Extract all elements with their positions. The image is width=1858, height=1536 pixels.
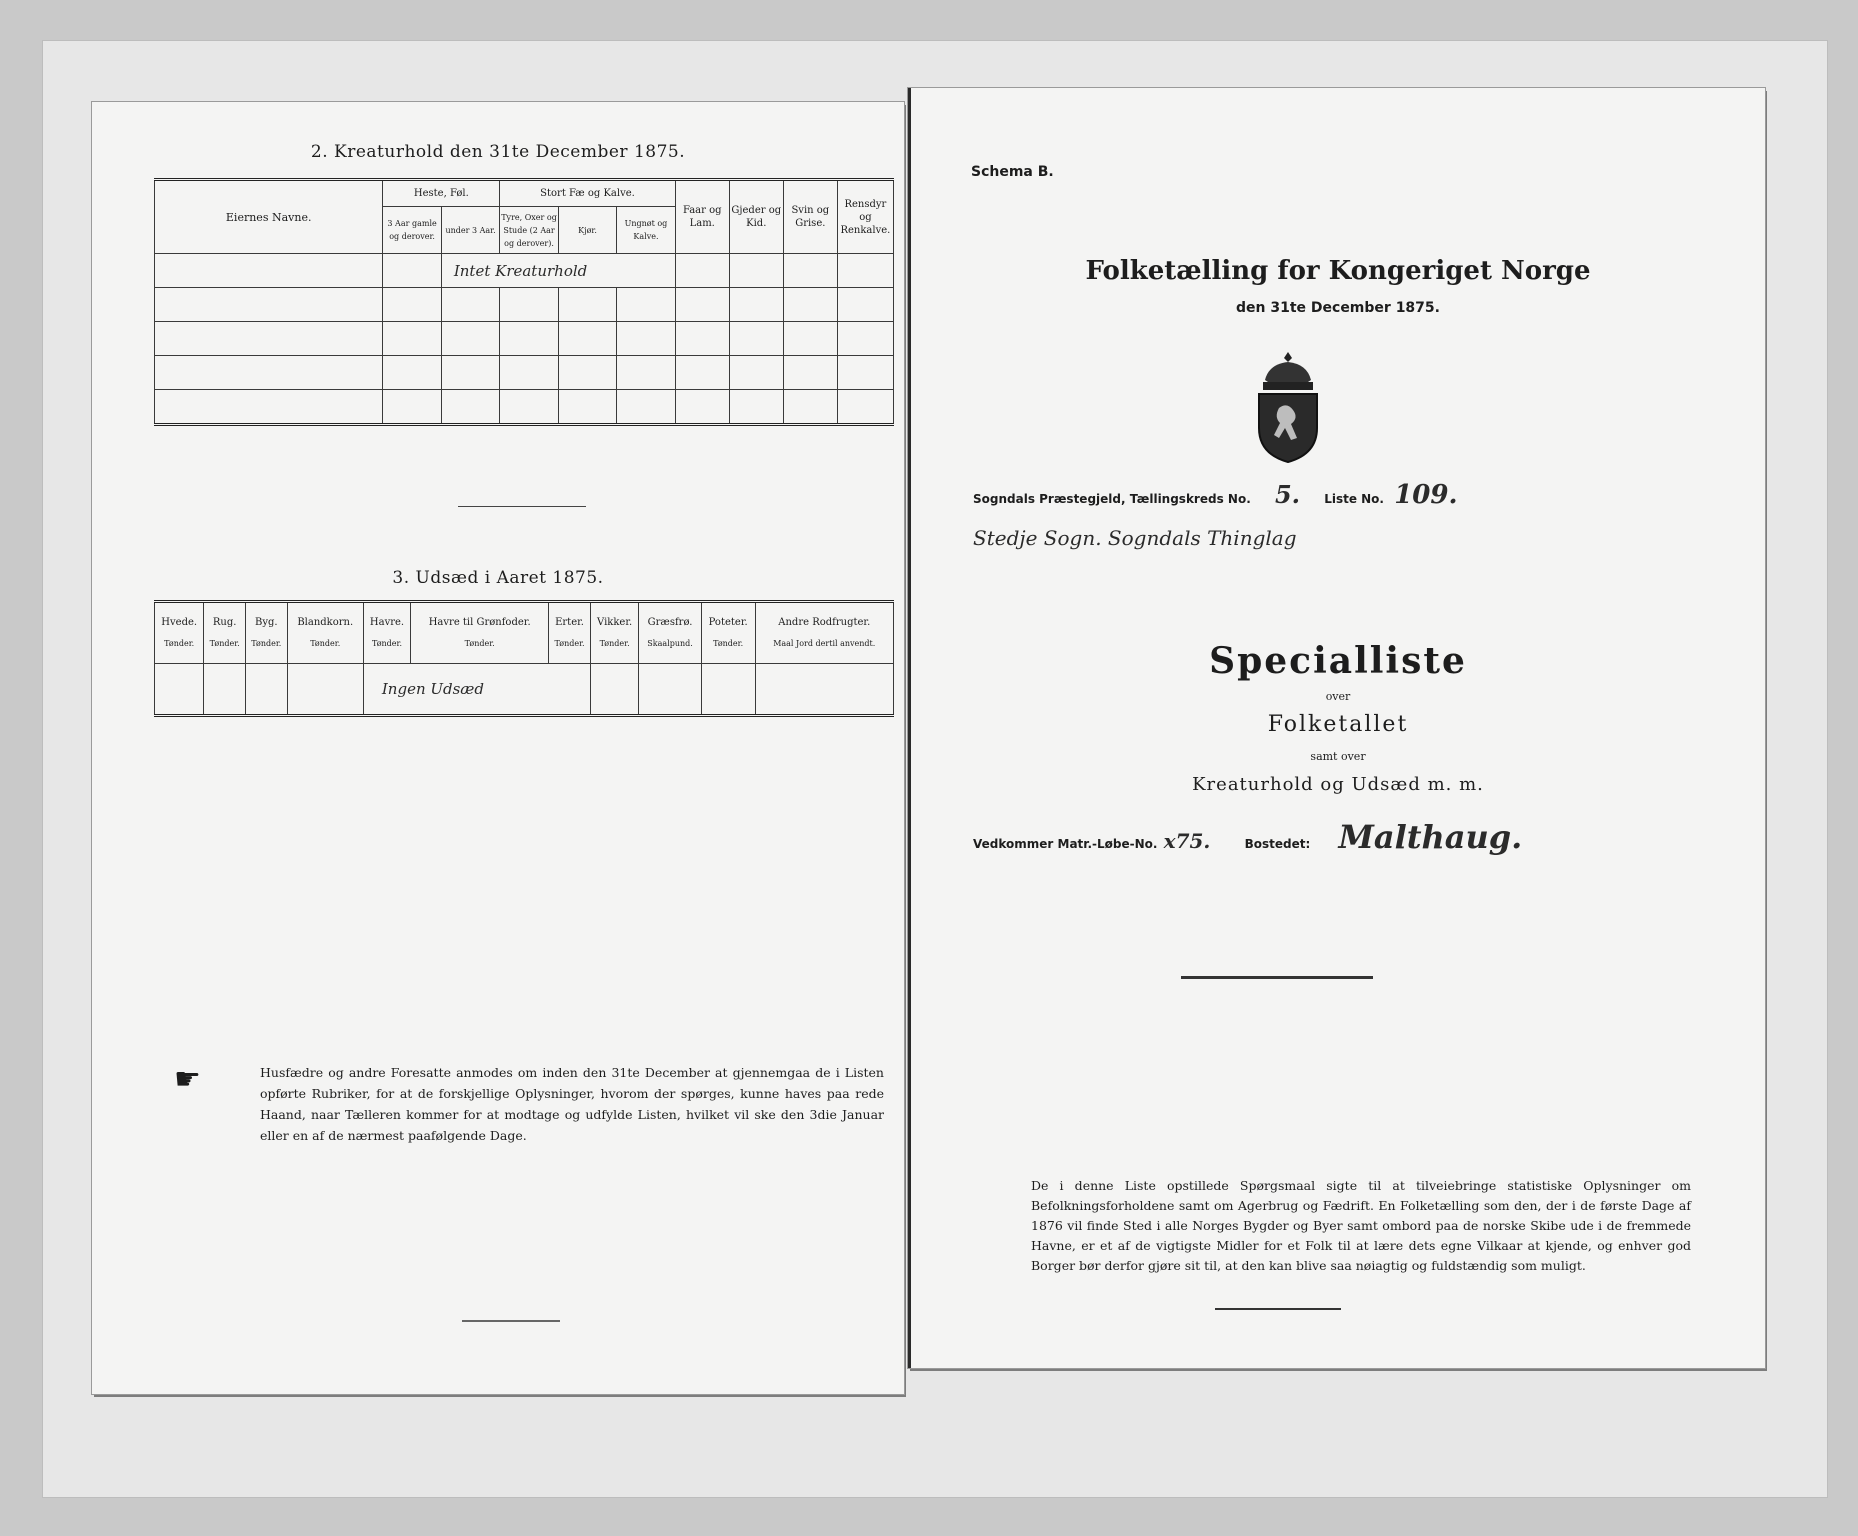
sowing-col-5 [411,602,549,664]
kreds-number: 5. [1274,480,1300,509]
sowing-col-name: Græsfrø. [647,617,693,628]
matr-label: Vedkommer Matr.-Løbe-No. [973,837,1158,851]
kreaturhold-text: Kreaturhold og Udsæd m. m. [1192,774,1484,795]
sowing-col-0 [155,602,204,664]
col-horses-old: 3 Aar gamle og derover. [383,207,441,254]
col-pigs: Svin og Grise. [783,180,837,254]
table-row [155,356,894,390]
sowing-col-name: Poteter. [708,617,748,628]
notice-text: Husfædre og andre Foresatte anmodes om inden den 31te December at gjennemgaa de i Listen opførte Rubriker, for at de forskjellige Oplysninger, hvorom der spørges, kunne haves paa rede Haand, naar Tælleren kommer for at modtage og udfylde Listen, hvilket vil ske den 3die Januar eller en af de nærmest paafølgende Dage. [260,1065,884,1143]
sowing-col-unit: Tønder. [209,639,240,648]
pointing-hand-icon: ☛ [174,1062,201,1097]
sowing-col-10 [755,602,893,664]
section3-title: 3. Udsæd i Aaret 1875. [392,568,604,588]
specialliste-title: Specialliste [1209,640,1467,682]
liste-label: Liste No. [1324,492,1384,506]
divider [1181,976,1373,979]
sowing-col-unit: Tønder. [371,639,403,648]
liste-number: 109. [1394,480,1458,510]
col-bulls: Tyre, Oxer og Stude (2 Aar og derover). [500,207,558,254]
sowing-col-2 [245,602,287,664]
sowing-col-8 [639,602,701,664]
col-horses: Heste, Føl. [383,180,500,207]
sowing-col-1 [204,602,246,664]
sowing-col-6 [549,602,591,664]
handwritten-no-livestock: Intet Kreaturhold [453,261,588,280]
sowing-col-unit: Maal Jord dertil anvendt. [773,639,876,648]
sowing-col-name: Hvede. [161,617,198,628]
sowing-col-name: Havre til Grønfoder. [428,617,531,628]
schema-label: Schema B. [971,164,1054,180]
sowing-col-unit: Tønder. [164,639,195,648]
col-goats: Gjeder og Kid. [729,180,783,254]
matr-number: x75. [1163,829,1211,853]
divider [1215,1308,1341,1310]
left-page [92,102,904,1394]
sowing-col-name: Andre Rodfrugter. [778,617,871,628]
sowing-col-name: Byg. [255,617,278,628]
col-horses-young: under 3 Aar. [441,207,499,254]
sowing-col-name: Vikker. [597,617,633,628]
table-row [155,288,894,322]
sowing-col-unit: Tønder. [554,639,585,648]
table-row [155,664,894,716]
handwritten-no-sowing: Ingen Udsæd [381,680,485,698]
right-page [908,88,1765,1368]
bostedet-label: Bostedet: [1244,837,1311,851]
sowing-col-3 [287,602,363,664]
col-owner: Eiernes Navne. [155,180,383,254]
col-reindeer: Rensdyr og Renkalve. [837,180,893,254]
sowing-col-name: Erter. [555,617,584,628]
col-cows: Kjør. [558,207,616,254]
sowing-col-unit: Skaalpund. [647,639,693,648]
sowing-col-unit: Tønder. [251,639,282,648]
sowing-col-unit: Tønder. [599,639,630,648]
main-title: Folketælling for Kongeriget Norge [1085,256,1591,286]
table-row [155,390,894,425]
col-young-cattle: Ungnøt og Kalve. [617,207,675,254]
divider [458,506,586,507]
sowing-col-name: Havre. [369,617,405,628]
coat-of-arms-icon [1249,350,1327,464]
sowing-col-name: Rug. [212,617,237,628]
folketallet-text: Folketallet [1267,712,1409,737]
sowing-col-unit: Tønder. [310,639,341,648]
col-cattle: Stort Fæ og Kalve. [500,180,675,207]
samt-over-text: samt over [1310,750,1366,763]
table-row [155,322,894,356]
col-sheep: Faar og Lam. [675,180,729,254]
sowing-col-unit: Tønder. [713,639,744,648]
bostedet-value: Malthaug. [1338,818,1523,856]
table-row [155,254,894,288]
section2-title: 2. Kreaturhold den 31te December 1875. [310,142,686,162]
main-subtitle: den 31te December 1875. [1236,300,1440,316]
sowing-col-9 [701,602,755,664]
footer-text: De i denne Liste opstillede Spørgsmaal sigte til at tilveiebringe statistiske Oplysninger om Befolkningsforholdene samt om Agerbrug og Fædrift. En Folketælling som den, der i de første Dage af 1876 vil finde Sted i alle Norges Bygder og Byer samt ombord paa de norske Skibe ude i de fremmede Havne, er et af de vigtigste Midler for et Folk til at lære dets egne Vilkaar at kjende, og enhver god Borger bør derfor gjøre sit til, at den kan blive saa nøiagtig og fuldstændig som muligt. [1031,1178,1691,1273]
sowing-col-4 [363,602,410,664]
sowing-col-name: Blandkorn. [297,617,354,628]
over-text: over [1325,690,1351,703]
livestock-table [154,178,894,426]
prestegjeld-label: Sogndals Præstegjeld, Tællingskreds No. [973,492,1251,506]
sowing-table [154,600,894,717]
sogn-handwritten: Stedje Sogn. Sogndals Thinglag [973,526,1297,550]
sowing-col-7 [590,602,639,664]
divider [462,1320,560,1322]
sowing-col-unit: Tønder. [464,639,495,648]
